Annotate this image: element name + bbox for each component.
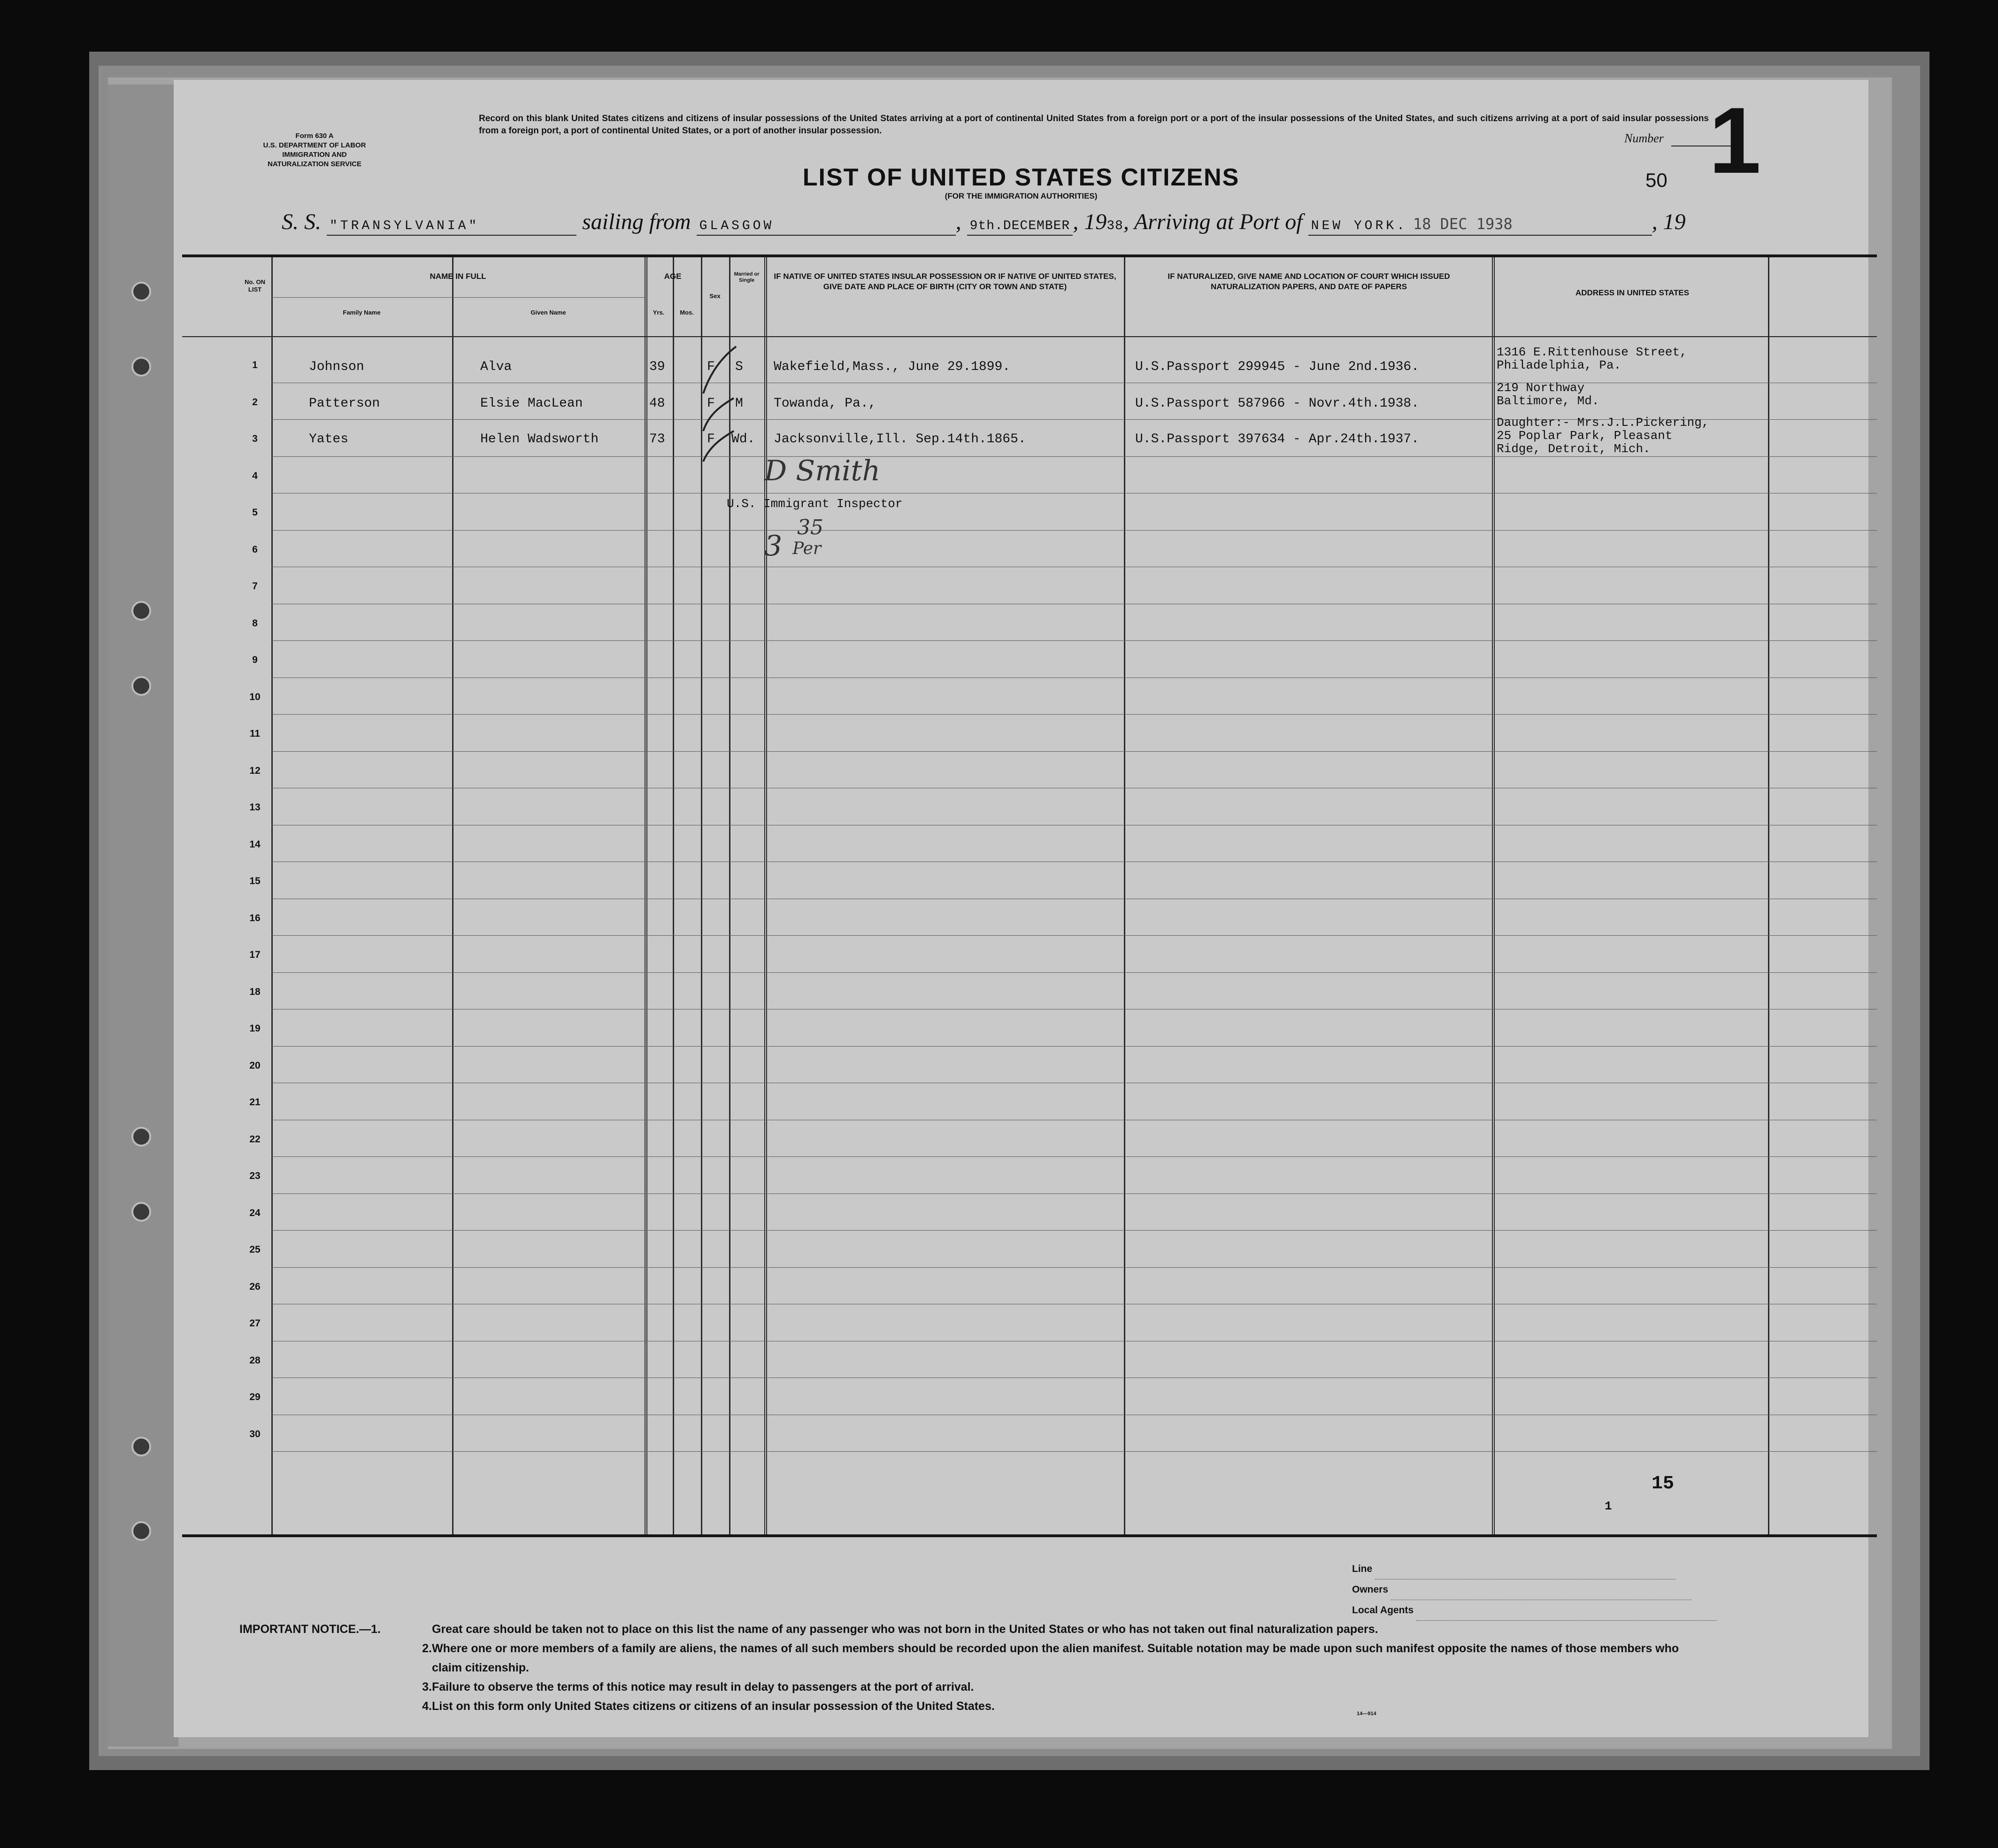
row-rule xyxy=(271,530,1877,531)
row-1-papers: U.S.Passport 299945 - June 2nd.1936. xyxy=(1135,360,1419,374)
agents-owners-field xyxy=(1391,1588,1691,1600)
line-number: 14 xyxy=(249,839,261,850)
agents-local-field xyxy=(1416,1609,1717,1621)
row-rule xyxy=(271,456,1877,457)
line-number: 22 xyxy=(249,1133,261,1145)
punch-hole xyxy=(131,676,151,696)
row-rule xyxy=(271,1451,1877,1452)
line-number: 12 xyxy=(249,765,261,776)
sailing-label: sailing from xyxy=(582,209,691,234)
line-number: 23 xyxy=(249,1170,261,1181)
check-marks xyxy=(689,342,745,464)
form-code: 14—914 xyxy=(1357,1711,1376,1717)
punch-hole xyxy=(131,357,151,377)
col-divider xyxy=(1124,257,1125,1534)
notice-item xyxy=(239,1697,1695,1716)
line-number: 2 xyxy=(252,396,258,408)
line-number: 28 xyxy=(249,1355,261,1366)
row-2-marital: M xyxy=(735,396,743,411)
col-header-naturalized: IF NATURALIZED, GIVE NAME AND LOCATION OF COURT WHICH ISSUED NATURALIZATION PAPERS, AND DATE OF PAPERS xyxy=(1168,272,1450,291)
binding-strip xyxy=(108,85,178,1747)
row-2-family: Patterson xyxy=(309,396,380,411)
row-3-sex: F xyxy=(707,432,715,447)
row-rule xyxy=(271,935,1877,936)
tally-small: 1 xyxy=(1605,1499,1612,1513)
row-3-birth: Jacksonville,Ill. Sep.14th.1865. xyxy=(774,432,1026,447)
service-line-1: IMMIGRATION AND xyxy=(282,151,347,159)
row-3-address-line-1: Daughter:- Mrs.J.L.Pickering, xyxy=(1497,416,1709,430)
line-number: 27 xyxy=(249,1318,261,1329)
col-header-name: NAME IN FULL xyxy=(430,272,486,281)
number-label: Number xyxy=(1624,131,1664,145)
arriving-label: , Arriving at Port of xyxy=(1123,209,1303,234)
line-number: 16 xyxy=(249,912,261,924)
notice-item xyxy=(239,1639,1695,1678)
notice-item-text: List on this form only United States citizens or citizens of an insular possession of the United States. xyxy=(432,1700,995,1713)
row-1-yrs: 39 xyxy=(649,360,665,374)
line-number: 9 xyxy=(252,654,258,665)
agents-owners-row xyxy=(1352,1579,1717,1600)
row-2-birth: Towanda, Pa., xyxy=(774,396,876,411)
row-2-address-line-2: Baltimore, Md. xyxy=(1497,394,1599,408)
row-1-marital: S xyxy=(735,360,743,374)
row-1-address xyxy=(1497,346,1687,372)
row-1-birth: Wakefield,Mass., June 29.1899. xyxy=(774,360,1011,374)
agents-line-row xyxy=(1352,1559,1717,1579)
agents-local-row xyxy=(1352,1600,1717,1621)
row-1-family: Johnson xyxy=(309,360,364,374)
col-header-sex: Sex xyxy=(709,293,721,300)
year-prefix: 19 xyxy=(1084,209,1107,234)
row-2-papers: U.S.Passport 587966 - Novr.4th.1938. xyxy=(1135,396,1419,411)
punch-hole xyxy=(131,1202,151,1222)
col-divider xyxy=(645,257,647,1534)
notice-item xyxy=(239,1678,1695,1697)
col-header-family: Family Name xyxy=(343,309,381,316)
line-number: 29 xyxy=(249,1392,261,1402)
agents-block xyxy=(1352,1559,1717,1621)
line-number: 17 xyxy=(249,949,261,960)
col-header-birth: IF NATIVE OF UNITED STATES INSULAR POSSESSION OR IF NATIVE OF UNITED STATES, GIVE DATE AND PLACE OF BIRTH (CITY OR TOWN AND STATE) xyxy=(774,272,1116,291)
row-1-address-line-2: Philadelphia, Pa. xyxy=(1497,358,1621,372)
arrival-year-prefix: 19 xyxy=(1663,209,1686,234)
row-rule xyxy=(271,714,1877,715)
col-divider xyxy=(1768,257,1769,1534)
line-number: 21 xyxy=(249,1097,261,1108)
line-number: 19 xyxy=(249,1023,261,1034)
row-1-given: Alva xyxy=(480,360,512,374)
notice-item-number: 3. xyxy=(422,1680,432,1694)
row-rule xyxy=(271,1230,1877,1231)
col-divider xyxy=(673,257,674,1534)
row-3-marital: Wd. xyxy=(731,432,755,447)
line-number: 8 xyxy=(252,617,258,629)
notice-item-text: Failure to observe the terms of this notice may result in delay to passengers at the port of arrival. xyxy=(432,1680,974,1694)
row-rule xyxy=(271,751,1877,752)
inspector-signature: D Smith xyxy=(764,454,881,487)
check-mark xyxy=(703,398,734,431)
agents-local-label: Local Agents xyxy=(1352,1605,1414,1616)
agents-line-label: Line xyxy=(1352,1563,1373,1574)
notice-item-number: 4. xyxy=(422,1700,432,1713)
line-number: 20 xyxy=(249,1060,261,1071)
row-rule xyxy=(271,1267,1877,1268)
row-3-family: Yates xyxy=(309,432,349,447)
year-suffix: 38 xyxy=(1107,219,1123,233)
line-number: 7 xyxy=(252,581,258,592)
line-number: 6 xyxy=(252,544,258,555)
col-header-no: No. ON LIST xyxy=(244,278,266,293)
sheet-mark: 50 xyxy=(1645,169,1668,191)
row-rule xyxy=(271,1046,1877,1047)
handwritten-note-bottom: 3 xyxy=(764,530,783,562)
check-mark xyxy=(703,346,736,393)
handwritten-note-top: 35 xyxy=(797,516,823,539)
row-3-yrs: 73 xyxy=(649,432,665,447)
punch-hole xyxy=(131,282,151,301)
row-2-address-line-1: 219 Northway xyxy=(1497,381,1585,395)
service-line-2: NATURALIZATION SERVICE xyxy=(267,160,361,168)
row-2-address xyxy=(1497,381,1599,408)
notice-item-number: 1. xyxy=(371,1623,381,1636)
ship-name: "TRANSYLVANIA" xyxy=(330,219,480,233)
manifest-sheet xyxy=(174,80,1868,1737)
form-title: LIST OF UNITED STATES CITIZENS xyxy=(802,164,1240,191)
punch-hole xyxy=(131,1437,151,1456)
row-rule xyxy=(271,640,1877,641)
important-notice xyxy=(239,1620,1695,1716)
row-2-yrs: 48 xyxy=(649,396,665,411)
row-2-sex: F xyxy=(707,396,715,411)
col-header-address: ADDRESS IN UNITED STATES xyxy=(1575,288,1690,297)
row-1-address-line-1: 1316 E.Rittenhouse Street, xyxy=(1497,345,1687,359)
line-number: 10 xyxy=(249,691,261,702)
col-header-marital: Married or Single xyxy=(734,271,760,283)
notice-heading: IMPORTANT NOTICE.— xyxy=(239,1623,371,1636)
check-mark xyxy=(703,431,734,462)
line-number: 13 xyxy=(249,802,261,813)
notice-item-text: Where one or more members of a family are aliens, the names of all such members should be recorded upon the alien manifest. Suitable notation may be made upon such manifest opposite the names of those members who claim citizenship. xyxy=(432,1642,1679,1674)
line-number: 5 xyxy=(252,507,258,518)
form-subtitle: (FOR THE IMMIGRATION AUTHORITIES) xyxy=(945,192,1098,200)
col-divider xyxy=(764,257,767,1534)
row-3-address xyxy=(1497,416,1709,455)
ss-label: S. S. xyxy=(282,209,321,234)
agents-line-field xyxy=(1375,1568,1675,1579)
row-3-address-line-3: Ridge, Detroit, Mich. xyxy=(1497,442,1651,456)
punch-hole xyxy=(131,601,151,621)
row-3-given: Helen Wadsworth xyxy=(480,432,599,447)
line-number: 1 xyxy=(252,360,258,370)
col-header-age: AGE xyxy=(664,272,682,281)
handwritten-note-suffix: Per xyxy=(792,539,822,558)
header-bottom-rule xyxy=(182,336,1877,337)
row-3-address-line-2: 25 Poplar Park, Pleasant xyxy=(1497,429,1673,443)
row-rule xyxy=(271,972,1877,973)
col-divider xyxy=(1492,257,1495,1534)
col-divider xyxy=(271,257,273,1534)
line-number: 24 xyxy=(249,1207,261,1218)
col-divider xyxy=(452,257,453,1534)
notice-item-number: 2. xyxy=(422,1642,432,1655)
col-header-yrs: Yrs. xyxy=(653,309,665,316)
agents-owners-label: Owners xyxy=(1352,1584,1389,1595)
col-header-given: Given Name xyxy=(530,309,566,316)
department: U.S. DEPARTMENT OF LABOR xyxy=(263,141,366,149)
row-3-papers: U.S.Passport 397634 - Apr.24th.1937. xyxy=(1135,432,1419,447)
arrival-port: NEW YORK. xyxy=(1311,219,1407,233)
arrival-date-stamp: 18 DEC 1938 xyxy=(1413,215,1513,233)
passenger-table xyxy=(182,254,1877,1537)
line-number: 15 xyxy=(249,876,261,886)
line-number: 26 xyxy=(249,1281,261,1292)
line-number: 18 xyxy=(249,986,261,997)
departure-port: GLASGOW xyxy=(699,219,775,233)
voyage-line: S. S. "TRANSYLVANIA" sailing from GLASGOW , 9th.DECEMBER , 1938, Arriving at Port of NEW YORK. 18 DEC 1938 , 19 xyxy=(282,209,1686,236)
line-number: 4 xyxy=(252,470,258,481)
row-2-given: Elsie MacLean xyxy=(480,396,583,411)
line-number: 25 xyxy=(249,1244,261,1255)
punch-hole xyxy=(131,1521,151,1541)
departure-date: 9th.DECEMBER xyxy=(969,219,1070,233)
name-header-rule xyxy=(271,297,645,298)
notice-item xyxy=(239,1620,1695,1639)
row-rule xyxy=(271,1156,1877,1157)
line-number: 30 xyxy=(249,1428,261,1440)
tally-count: 15 xyxy=(1652,1473,1675,1494)
form-id: Form 630 A xyxy=(295,132,334,140)
row-1-sex: F xyxy=(707,360,715,374)
inspector-title: U.S. Immigrant Inspector xyxy=(727,497,903,511)
line-number: 11 xyxy=(249,728,261,739)
notice-item-text: Great care should be taken not to place on this list the name of any passenger who was not born in the United States or who has not taken out final naturalization papers. xyxy=(432,1623,1378,1636)
line-number: 3 xyxy=(252,433,258,444)
list-number: 1 xyxy=(1709,88,1761,193)
punch-hole xyxy=(131,1127,151,1147)
form-instructions: Record on this blank United States citizens and citizens of insular possessions of the United States arriving at a port of continental United States from a foreign port or a port of the insular possessions of the United States, and such citizens arriving at a port of said insular possessions from a foreign port, a port of continental United States, or a port of another insular possession. xyxy=(479,114,1709,136)
col-header-mos: Mos. xyxy=(680,309,694,316)
